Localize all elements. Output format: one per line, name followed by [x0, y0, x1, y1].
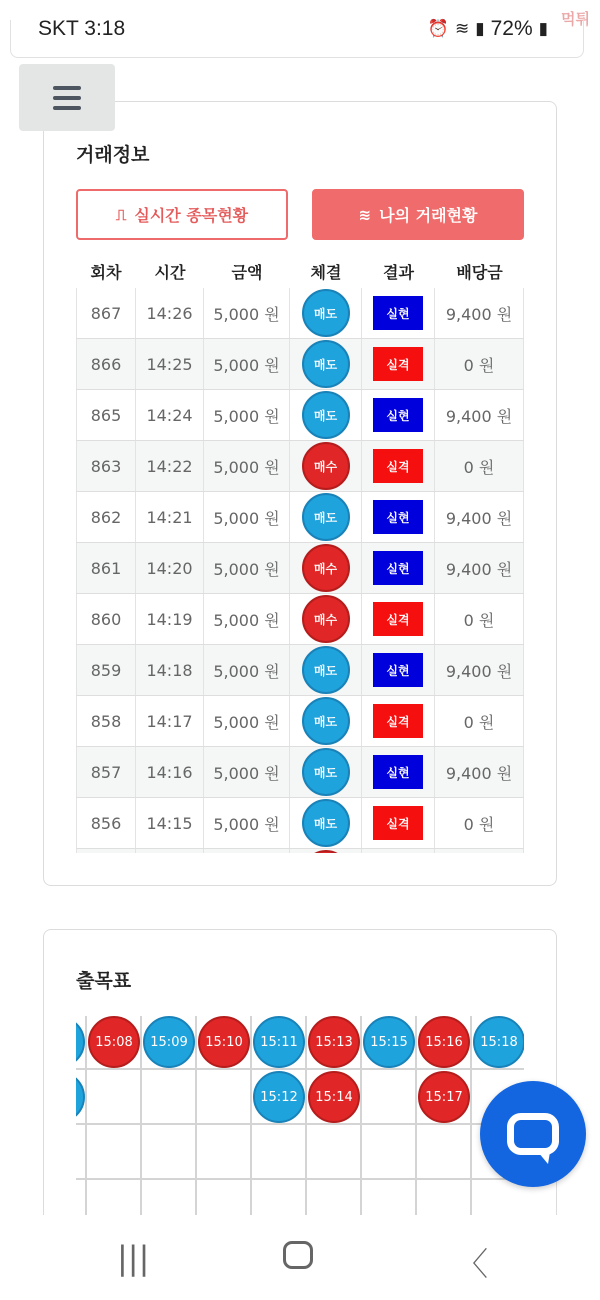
cell-time: 14:19 — [136, 594, 204, 644]
result-badge: 실현 — [373, 398, 423, 432]
grid-line — [140, 1016, 142, 1229]
result-ball: 15:14 — [308, 1071, 360, 1123]
side-badge: 매수 — [302, 442, 350, 490]
cell-result — [362, 645, 435, 695]
result-badge: 실현 — [373, 551, 423, 585]
cell-time: 14:22 — [136, 441, 204, 491]
cell-amount: 5,000 원 — [204, 390, 290, 440]
cell-side — [290, 645, 362, 695]
result-ball: 15:13 — [308, 1016, 360, 1068]
wifi-icon: ≋ — [455, 19, 470, 38]
result-board-grid — [76, 1016, 524, 1229]
home-icon[interactable] — [283, 1241, 313, 1269]
header-result: 결과 — [383, 263, 414, 282]
table-header — [76, 260, 524, 288]
result-badge: 실격 — [373, 449, 423, 483]
side-badge: 매도 — [302, 697, 350, 745]
cell-result — [362, 747, 435, 797]
cell-amount: 5,000 원 — [204, 543, 290, 593]
header-round: 회차 — [90, 263, 122, 282]
hamburger-icon — [53, 86, 81, 110]
table-row — [76, 543, 524, 594]
realtime-status-label: 실시간 종목현황 — [134, 206, 249, 225]
cell-amount: 5,000 원 — [204, 747, 290, 797]
side-badge — [302, 850, 350, 853]
cell-result — [362, 390, 435, 440]
cell-result — [362, 798, 435, 848]
cell-round — [76, 849, 136, 853]
cell-round: 856 — [76, 798, 136, 848]
table-row — [76, 441, 524, 492]
grid-line — [195, 1016, 197, 1229]
table-row — [76, 339, 524, 390]
cell-round: 865 — [76, 390, 136, 440]
cell-side — [290, 441, 362, 491]
signal-icon: ▮ — [475, 19, 485, 38]
result-ball: 15:18 — [473, 1016, 524, 1068]
trade-info-title: 거래정보 — [76, 144, 150, 166]
result-ball: 15:17 — [418, 1071, 470, 1123]
menu-button[interactable] — [19, 64, 115, 131]
battery-level: 72% — [490, 17, 533, 40]
result-ball — [76, 1016, 85, 1068]
side-badge: 매도 — [302, 799, 350, 847]
cell-side — [290, 747, 362, 797]
result-ball: 15:09 — [143, 1016, 195, 1068]
cell-round: 862 — [76, 492, 136, 542]
grid-line — [360, 1016, 362, 1229]
cell-round: 859 — [76, 645, 136, 695]
cell-side — [290, 339, 362, 389]
alarm-icon: ⏰ — [427, 19, 449, 38]
result-badge: 실격 — [373, 347, 423, 381]
cell-round: 863 — [76, 441, 136, 491]
cell-round: 861 — [76, 543, 136, 593]
pulse-icon: ⎍ — [115, 205, 127, 224]
result-badge: 실격 — [373, 704, 423, 738]
cell-result — [362, 849, 435, 853]
cell-amount: 5,000 원 — [204, 696, 290, 746]
result-board-title: 출목표 — [76, 970, 132, 992]
my-trade-status-button[interactable] — [312, 189, 524, 240]
cell-payout: 9,400 원 — [435, 492, 524, 542]
table-row — [76, 798, 524, 849]
result-board-card — [43, 929, 557, 1229]
cell-time: 14:25 — [136, 339, 204, 389]
cell-side — [290, 543, 362, 593]
cell-payout: 0 원 — [435, 441, 524, 491]
cell-round: 857 — [76, 747, 136, 797]
cell-round: 858 — [76, 696, 136, 746]
back-icon[interactable]: 〈 — [456, 1245, 489, 1283]
table-row — [76, 747, 524, 798]
status-time: SKT 3:18 — [38, 17, 126, 40]
table-row — [76, 645, 524, 696]
trade-info-card — [43, 101, 557, 886]
grid-line — [76, 1068, 524, 1070]
cell-side — [290, 594, 362, 644]
realtime-status-button[interactable] — [76, 189, 288, 240]
cell-time: 14:17 — [136, 696, 204, 746]
side-badge: 매도 — [302, 340, 350, 388]
cell-time: 14:26 — [136, 288, 204, 338]
cell-amount: 5,000 원 — [204, 288, 290, 338]
cell-amount: 5,000 원 — [204, 492, 290, 542]
header-time: 시간 — [154, 263, 186, 282]
table-row — [76, 390, 524, 441]
side-badge: 매수 — [302, 595, 350, 643]
cell-round: 866 — [76, 339, 136, 389]
cell-amount: 5,000 원 — [204, 645, 290, 695]
grid-line — [85, 1016, 87, 1229]
recent-apps-icon[interactable]: ||| — [117, 1239, 150, 1277]
table-row — [76, 492, 524, 543]
cell-result — [362, 492, 435, 542]
battery-icon: ▮ — [538, 19, 548, 38]
cell-result — [362, 339, 435, 389]
result-badge: 실현 — [373, 653, 423, 687]
previous-card-edge — [10, 20, 584, 58]
system-nav-bar — [0, 1215, 600, 1300]
result-badge: 실격 — [373, 602, 423, 636]
table-row — [76, 288, 524, 339]
cell-side — [290, 390, 362, 440]
cell-time — [136, 849, 204, 853]
cell-amount: 5,000 원 — [204, 339, 290, 389]
side-badge: 매도 — [302, 748, 350, 796]
header-payout: 배당금 — [456, 263, 503, 282]
cell-time: 14:18 — [136, 645, 204, 695]
cell-amount: 5,000 원 — [204, 798, 290, 848]
grid-line — [415, 1016, 417, 1229]
cell-side — [290, 849, 362, 853]
grid-line — [470, 1016, 472, 1229]
table-row — [76, 696, 524, 747]
table-row — [76, 849, 524, 853]
result-ball: 15:12 — [253, 1071, 305, 1123]
cell-amount: 5,000 원 — [204, 441, 290, 491]
header-amount: 금액 — [231, 263, 263, 282]
cell-result — [362, 594, 435, 644]
cell-payout: 9,400 원 — [435, 747, 524, 797]
result-badge: 실격 — [373, 806, 423, 840]
cell-time: 14:16 — [136, 747, 204, 797]
side-badge: 매도 — [302, 289, 350, 337]
grid-line — [76, 1178, 524, 1180]
grid-line — [76, 1123, 524, 1125]
chat-bubble-icon — [507, 1113, 559, 1155]
cell-time: 14:15 — [136, 798, 204, 848]
trade-table-body[interactable] — [76, 288, 524, 853]
cell-time: 14:20 — [136, 543, 204, 593]
cell-payout — [435, 849, 524, 853]
cell-payout: 0 원 — [435, 594, 524, 644]
cell-side — [290, 798, 362, 848]
side-badge: 매도 — [302, 646, 350, 694]
cell-payout: 9,400 원 — [435, 390, 524, 440]
result-badge: 실현 — [373, 296, 423, 330]
header-side: 체결 — [310, 263, 342, 282]
table-row — [76, 594, 524, 645]
side-badge: 매도 — [302, 391, 350, 439]
watermark: 먹튀 — [561, 11, 590, 28]
cell-amount — [204, 849, 290, 853]
cell-side — [290, 288, 362, 338]
cell-payout: 0 원 — [435, 798, 524, 848]
result-ball: 15:11 — [253, 1016, 305, 1068]
cell-payout: 9,400 원 — [435, 645, 524, 695]
cell-time: 14:21 — [136, 492, 204, 542]
cell-time: 14:24 — [136, 390, 204, 440]
result-badge: 실현 — [373, 500, 423, 534]
result-ball: 15:08 — [88, 1016, 140, 1068]
grid-line — [305, 1016, 307, 1229]
my-trade-status-label: 나의 거래현황 — [379, 206, 478, 225]
cell-round: 860 — [76, 594, 136, 644]
result-ball: 15:16 — [418, 1016, 470, 1068]
grid-line — [250, 1016, 252, 1229]
cell-result — [362, 288, 435, 338]
cell-payout: 9,400 원 — [435, 288, 524, 338]
result-badge: 실현 — [373, 755, 423, 789]
cell-payout: 0 원 — [435, 339, 524, 389]
cell-round: 867 — [76, 288, 136, 338]
result-ball: 15:15 — [363, 1016, 415, 1068]
side-badge: 매수 — [302, 544, 350, 592]
cell-result — [362, 441, 435, 491]
waves-icon: ≋ — [358, 205, 372, 224]
side-badge: 매도 — [302, 493, 350, 541]
cell-payout: 9,400 원 — [435, 543, 524, 593]
result-ball — [76, 1071, 85, 1123]
cell-result — [362, 543, 435, 593]
cell-amount: 5,000 원 — [204, 594, 290, 644]
cell-side — [290, 492, 362, 542]
result-ball: 15:10 — [198, 1016, 250, 1068]
cell-result — [362, 696, 435, 746]
cell-side — [290, 696, 362, 746]
cell-payout: 0 원 — [435, 696, 524, 746]
chat-button[interactable] — [480, 1081, 586, 1187]
